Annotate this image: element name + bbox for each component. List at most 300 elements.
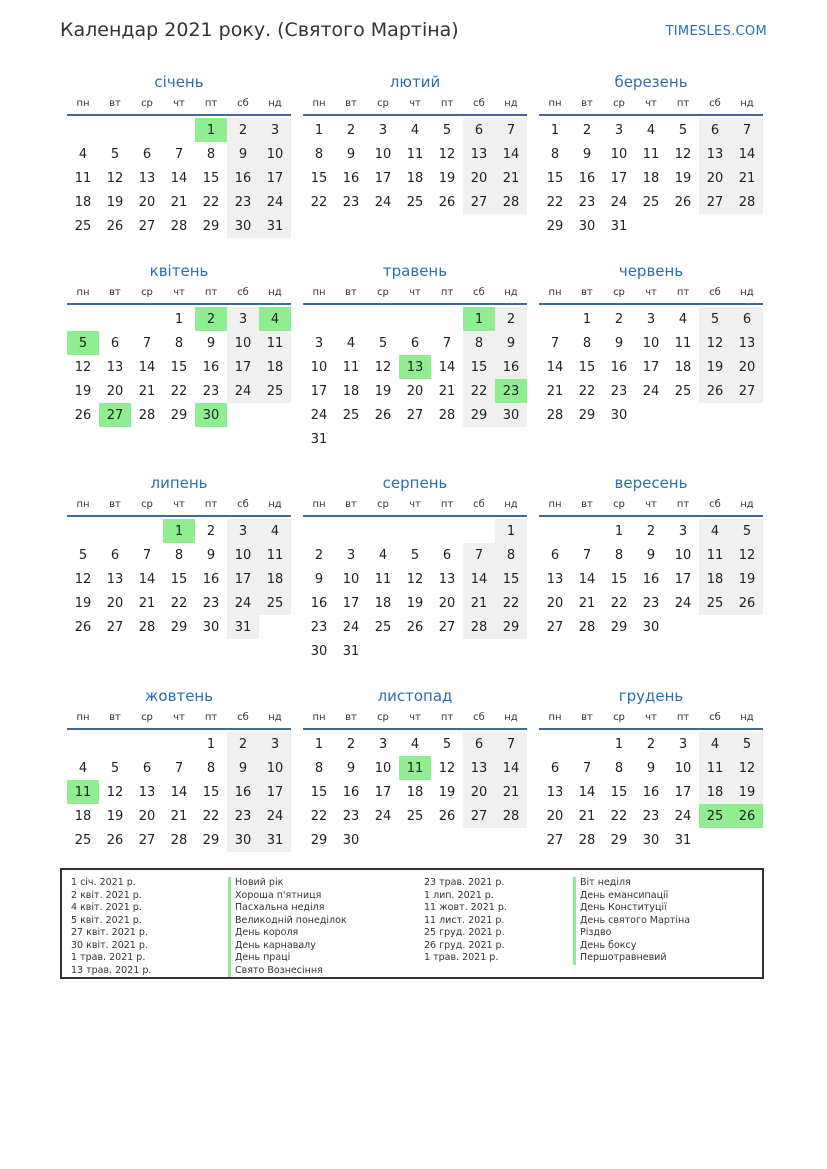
day-cell: 9	[646, 760, 656, 776]
day-cell: 16	[227, 780, 259, 804]
day-cell: 8	[463, 331, 495, 355]
day-cell: 23	[310, 619, 328, 635]
day-cell: 26	[699, 379, 731, 403]
empty-cell	[539, 307, 571, 331]
day-cell: 8	[314, 146, 324, 162]
day-cell: 28	[495, 804, 527, 828]
weekday-label: чт	[409, 97, 421, 109]
weekday-label: чт	[409, 498, 421, 510]
day-cell: 26	[731, 591, 763, 615]
month-січень	[67, 72, 291, 238]
legend-dates-col-2	[424, 877, 507, 965]
weekday-label: вт	[345, 97, 357, 109]
day-cell: 9	[346, 760, 356, 776]
day-cell: 29	[310, 832, 328, 848]
weekday-label: чт	[645, 97, 657, 109]
day-cell: 16	[202, 571, 220, 587]
day-cell: 26	[438, 194, 456, 210]
legend-names-col-2	[573, 877, 690, 965]
day-cell: 3	[678, 523, 688, 539]
weekday-label: нд	[740, 711, 754, 723]
weekday-header	[303, 493, 527, 517]
empty-cell	[335, 307, 367, 331]
holiday-legend	[60, 868, 764, 979]
month-name: травень	[382, 262, 448, 280]
holiday-name: Свято Вознесіння	[228, 965, 347, 978]
day-cell: 9	[206, 547, 216, 563]
weekday-label: пн	[76, 711, 90, 723]
day-cell: 28	[438, 407, 456, 423]
day-cell: 11	[642, 146, 660, 162]
weekday-label: сб	[709, 97, 721, 109]
day-cell: 4	[259, 519, 291, 543]
holiday-date: 25 груд. 2021 р.	[424, 927, 505, 938]
empty-cell	[163, 118, 195, 142]
month-жовтень	[67, 686, 291, 852]
day-cell: 6	[442, 547, 452, 563]
day-cell: 2	[646, 523, 656, 539]
holiday-day-cell: 11	[67, 780, 99, 804]
day-cell: 15	[170, 359, 188, 375]
day-cell: 11	[674, 335, 692, 351]
day-cell: 16	[578, 170, 596, 186]
day-cell: 10	[259, 142, 291, 166]
day-cell: 4	[378, 547, 388, 563]
day-cell: 10	[342, 571, 360, 587]
day-cell: 8	[614, 760, 624, 776]
day-cell: 29	[610, 832, 628, 848]
weekday-label: ср	[377, 711, 389, 723]
month-лютий	[303, 72, 527, 214]
day-cell: 5	[442, 736, 452, 752]
day-cell: 13	[463, 756, 495, 780]
day-cell: 6	[410, 335, 420, 351]
weekday-label: пт	[440, 97, 454, 109]
day-cell: 25	[406, 808, 424, 824]
day-cell: 21	[495, 166, 527, 190]
day-cell: 18	[642, 170, 660, 186]
day-cell: 13	[106, 359, 124, 375]
day-cell: 20	[463, 780, 495, 804]
day-cell: 17	[642, 359, 660, 375]
day-cell: 2	[346, 122, 356, 138]
day-cell: 11	[406, 146, 424, 162]
day-cell: 4	[346, 335, 356, 351]
day-cell: 9	[227, 142, 259, 166]
weekday-label: вт	[581, 286, 593, 298]
day-cell: 26	[74, 619, 92, 635]
day-cell: 25	[374, 619, 392, 635]
day-cell: 14	[170, 170, 188, 186]
empty-cell	[303, 519, 335, 543]
weekday-header	[303, 706, 527, 730]
holiday-day-cell: 23	[495, 379, 527, 403]
day-cell: 27	[546, 832, 564, 848]
empty-cell	[431, 307, 463, 331]
day-cell: 22	[170, 595, 188, 611]
day-cell: 23	[227, 804, 259, 828]
day-cell: 15	[463, 355, 495, 379]
day-cell: 17	[227, 567, 259, 591]
day-cell: 16	[642, 571, 660, 587]
empty-cell	[303, 307, 335, 331]
day-cell: 22	[578, 383, 596, 399]
weekday-label: ср	[377, 286, 389, 298]
day-cell: 27	[438, 619, 456, 635]
day-cell: 2	[206, 523, 216, 539]
day-cell: 30	[202, 619, 220, 635]
day-cell: 28	[138, 407, 156, 423]
day-cell: 25	[342, 407, 360, 423]
day-cell: 19	[106, 194, 124, 210]
day-cell: 24	[674, 595, 692, 611]
day-cell: 7	[495, 732, 527, 756]
day-cell: 23	[342, 194, 360, 210]
weekday-label: пт	[676, 498, 690, 510]
day-cell: 17	[674, 571, 692, 587]
weekday-label: нд	[504, 498, 518, 510]
day-cell: 3	[646, 311, 656, 327]
day-cell: 22	[495, 591, 527, 615]
day-cell: 6	[699, 118, 731, 142]
empty-cell	[67, 519, 99, 543]
weekday-label: пн	[548, 286, 562, 298]
holiday-name: День святого Мартіна	[573, 915, 690, 928]
weekday-label: пн	[76, 498, 90, 510]
empty-cell	[131, 732, 163, 756]
weekday-label: сб	[709, 711, 721, 723]
day-cell: 18	[699, 567, 731, 591]
day-cell: 5	[78, 547, 88, 563]
day-cell: 22	[202, 808, 220, 824]
day-cell: 10	[610, 146, 628, 162]
weekday-label: пт	[676, 286, 690, 298]
holiday-date: 30 квіт. 2021 р.	[71, 939, 148, 951]
day-cell: 29	[546, 218, 564, 234]
day-cell: 29	[610, 619, 628, 635]
day-cell: 9	[614, 335, 624, 351]
weekday-label: пн	[548, 97, 562, 109]
day-cell: 29	[202, 832, 220, 848]
day-cell: 1	[314, 736, 324, 752]
day-cell: 18	[406, 170, 424, 186]
day-cell: 29	[202, 218, 220, 234]
day-cell: 18	[74, 194, 92, 210]
day-cell: 23	[202, 595, 220, 611]
month-name: липень	[150, 474, 208, 492]
holiday-day-cell: 1	[163, 519, 195, 543]
day-cell: 12	[74, 359, 92, 375]
weekday-label: пт	[676, 97, 690, 109]
day-cell: 21	[546, 383, 564, 399]
day-cell: 6	[731, 307, 763, 331]
day-cell: 10	[374, 146, 392, 162]
day-cell: 14	[495, 142, 527, 166]
holiday-day-cell: 1	[463, 307, 495, 331]
weekday-label: пн	[312, 286, 326, 298]
day-cell: 1	[174, 311, 184, 327]
day-cell: 18	[259, 355, 291, 379]
weekday-header	[539, 281, 763, 305]
weekday-label: пт	[204, 498, 218, 510]
weekday-label: вт	[581, 498, 593, 510]
page-title: Календар 2021 року. (Святого Мартіна)	[60, 19, 459, 41]
holiday-date: 11 лист. 2021 р.	[424, 914, 505, 926]
day-cell: 27	[138, 832, 156, 848]
weekday-label: чт	[173, 286, 185, 298]
day-cell: 9	[646, 547, 656, 563]
day-cell: 21	[578, 808, 596, 824]
day-cell: 27	[546, 619, 564, 635]
day-cell: 5	[378, 335, 388, 351]
day-cell: 28	[578, 832, 596, 848]
weekday-header	[539, 92, 763, 116]
weekday-label: сб	[709, 286, 721, 298]
weekday-label: сб	[237, 97, 249, 109]
day-cell: 6	[550, 760, 560, 776]
day-cell: 29	[578, 407, 596, 423]
day-cell: 15	[495, 567, 527, 591]
day-cell: 19	[74, 383, 92, 399]
holiday-day-cell: 30	[195, 403, 227, 427]
day-cell: 27	[138, 218, 156, 234]
day-cell: 11	[259, 331, 291, 355]
day-cell: 10	[310, 359, 328, 375]
days-grid	[539, 519, 763, 639]
weekday-label: нд	[268, 711, 282, 723]
day-cell: 31	[227, 615, 259, 639]
day-cell: 7	[442, 335, 452, 351]
day-cell: 8	[174, 547, 184, 563]
day-cell: 2	[646, 736, 656, 752]
day-cell: 13	[438, 571, 456, 587]
holiday-date: 11 жовт. 2021 р.	[424, 902, 507, 913]
day-cell: 12	[106, 170, 124, 186]
day-cell: 23	[610, 383, 628, 399]
day-cell: 15	[202, 170, 220, 186]
day-cell: 22	[170, 383, 188, 399]
day-cell: 5	[678, 122, 688, 138]
day-cell: 18	[699, 780, 731, 804]
day-cell: 23	[342, 808, 360, 824]
empty-cell	[163, 732, 195, 756]
day-cell: 8	[206, 760, 216, 776]
empty-cell	[367, 519, 399, 543]
day-cell: 26	[74, 407, 92, 423]
day-cell: 15	[610, 784, 628, 800]
day-cell: 16	[202, 359, 220, 375]
holiday-date: 4 квіт. 2021 р.	[71, 902, 142, 913]
weekday-label: ср	[613, 97, 625, 109]
day-cell: 25	[259, 591, 291, 615]
weekday-header	[67, 493, 291, 517]
day-cell: 25	[642, 194, 660, 210]
empty-cell	[367, 307, 399, 331]
day-cell: 20	[463, 166, 495, 190]
weekday-label: вт	[581, 97, 593, 109]
day-cell: 4	[78, 760, 88, 776]
month-вересень	[539, 473, 763, 639]
day-cell: 30	[227, 828, 259, 852]
weekday-label: ср	[141, 97, 153, 109]
weekday-label: сб	[237, 286, 249, 298]
day-cell: 20	[138, 808, 156, 824]
empty-cell	[571, 519, 603, 543]
day-cell: 27	[699, 190, 731, 214]
weekday-label: чт	[645, 498, 657, 510]
day-cell: 7	[463, 543, 495, 567]
day-cell: 7	[582, 547, 592, 563]
empty-cell	[131, 307, 163, 331]
day-cell: 12	[699, 331, 731, 355]
days-grid	[303, 118, 527, 214]
day-cell: 11	[74, 170, 92, 186]
day-cell: 25	[259, 379, 291, 403]
site-link[interactable]: TIMESLES.COM	[665, 24, 767, 39]
day-cell: 22	[310, 808, 328, 824]
day-cell: 28	[731, 190, 763, 214]
day-cell: 4	[678, 311, 688, 327]
days-grid	[67, 118, 291, 238]
day-cell: 6	[110, 547, 120, 563]
weekday-label: ср	[377, 97, 389, 109]
day-cell: 21	[463, 591, 495, 615]
day-cell: 2	[582, 122, 592, 138]
weekday-label: вт	[581, 711, 593, 723]
weekday-label: ср	[377, 498, 389, 510]
day-cell: 30	[642, 832, 660, 848]
day-cell: 3	[259, 732, 291, 756]
empty-cell	[431, 519, 463, 543]
month-name: серпень	[382, 474, 448, 492]
weekday-label: пт	[440, 286, 454, 298]
day-cell: 5	[110, 760, 120, 776]
day-cell: 1	[582, 311, 592, 327]
empty-cell	[539, 732, 571, 756]
holiday-date: 1 січ. 2021 р.	[71, 877, 136, 888]
days-grid	[67, 519, 291, 639]
day-cell: 8	[614, 547, 624, 563]
day-cell: 17	[374, 170, 392, 186]
holiday-name: Різдво	[573, 927, 690, 940]
weekday-header	[303, 92, 527, 116]
holiday-date: 2 квіт. 2021 р.	[71, 889, 142, 901]
weekday-label: нд	[504, 97, 518, 109]
day-cell: 26	[674, 194, 692, 210]
day-cell: 31	[610, 218, 628, 234]
day-cell: 24	[374, 194, 392, 210]
day-cell: 26	[406, 619, 424, 635]
day-cell: 22	[202, 194, 220, 210]
day-cell: 7	[174, 146, 184, 162]
weekday-header	[67, 92, 291, 116]
day-cell: 25	[674, 383, 692, 399]
day-cell: 21	[170, 194, 188, 210]
day-cell: 24	[310, 407, 328, 423]
day-cell: 15	[610, 571, 628, 587]
day-cell: 4	[410, 122, 420, 138]
day-cell: 26	[438, 808, 456, 824]
month-name: квітень	[149, 262, 209, 280]
day-cell: 9	[495, 331, 527, 355]
day-cell: 15	[310, 170, 328, 186]
day-cell: 12	[106, 784, 124, 800]
day-cell: 21	[138, 595, 156, 611]
day-cell: 4	[646, 122, 656, 138]
day-cell: 20	[731, 355, 763, 379]
day-cell: 10	[674, 760, 692, 776]
holiday-day-cell: 11	[399, 756, 431, 780]
day-cell: 13	[699, 142, 731, 166]
day-cell: 7	[142, 547, 152, 563]
month-травень	[303, 261, 527, 451]
empty-cell	[131, 519, 163, 543]
weekday-label: пн	[548, 498, 562, 510]
day-cell: 18	[342, 383, 360, 399]
weekday-label: пн	[312, 711, 326, 723]
day-cell: 1	[314, 122, 324, 138]
day-cell: 21	[495, 780, 527, 804]
day-cell: 23	[578, 194, 596, 210]
day-cell: 15	[202, 784, 220, 800]
month-липень	[67, 473, 291, 639]
weekday-label: вт	[109, 711, 121, 723]
holiday-name: Віт неділя	[573, 877, 690, 890]
day-cell: 29	[463, 403, 495, 427]
day-cell: 11	[699, 756, 731, 780]
day-cell: 1	[614, 523, 624, 539]
day-cell: 25	[74, 218, 92, 234]
holiday-name: День праці	[228, 952, 347, 965]
weekday-label: ср	[613, 286, 625, 298]
day-cell: 30	[227, 214, 259, 238]
day-cell: 10	[227, 331, 259, 355]
day-cell: 11	[342, 359, 360, 375]
day-cell: 19	[731, 780, 763, 804]
day-cell: 7	[495, 118, 527, 142]
empty-cell	[571, 732, 603, 756]
day-cell: 22	[463, 379, 495, 403]
day-cell: 14	[438, 359, 456, 375]
day-cell: 23	[227, 190, 259, 214]
weekday-label: нд	[268, 97, 282, 109]
holiday-day-cell: 5	[67, 331, 99, 355]
holiday-name: Пасхальна неділя	[228, 902, 347, 915]
day-cell: 8	[495, 543, 527, 567]
holiday-day-cell: 4	[259, 307, 291, 331]
day-cell: 6	[550, 547, 560, 563]
holiday-name: Хороша п'ятниця	[228, 890, 347, 903]
day-cell: 27	[463, 804, 495, 828]
day-cell: 30	[342, 832, 360, 848]
day-cell: 13	[731, 331, 763, 355]
weekday-label: ср	[141, 711, 153, 723]
day-cell: 15	[170, 571, 188, 587]
day-cell: 19	[74, 595, 92, 611]
day-cell: 19	[699, 355, 731, 379]
empty-cell	[399, 519, 431, 543]
day-cell: 20	[106, 383, 124, 399]
holiday-day-cell: 27	[99, 403, 131, 427]
empty-cell	[99, 118, 131, 142]
day-cell: 26	[106, 832, 124, 848]
day-cell: 13	[546, 784, 564, 800]
weekday-label: нд	[504, 711, 518, 723]
day-cell: 6	[110, 335, 120, 351]
weekday-label: пт	[204, 711, 218, 723]
weekday-label: вт	[109, 286, 121, 298]
day-cell: 30	[495, 403, 527, 427]
